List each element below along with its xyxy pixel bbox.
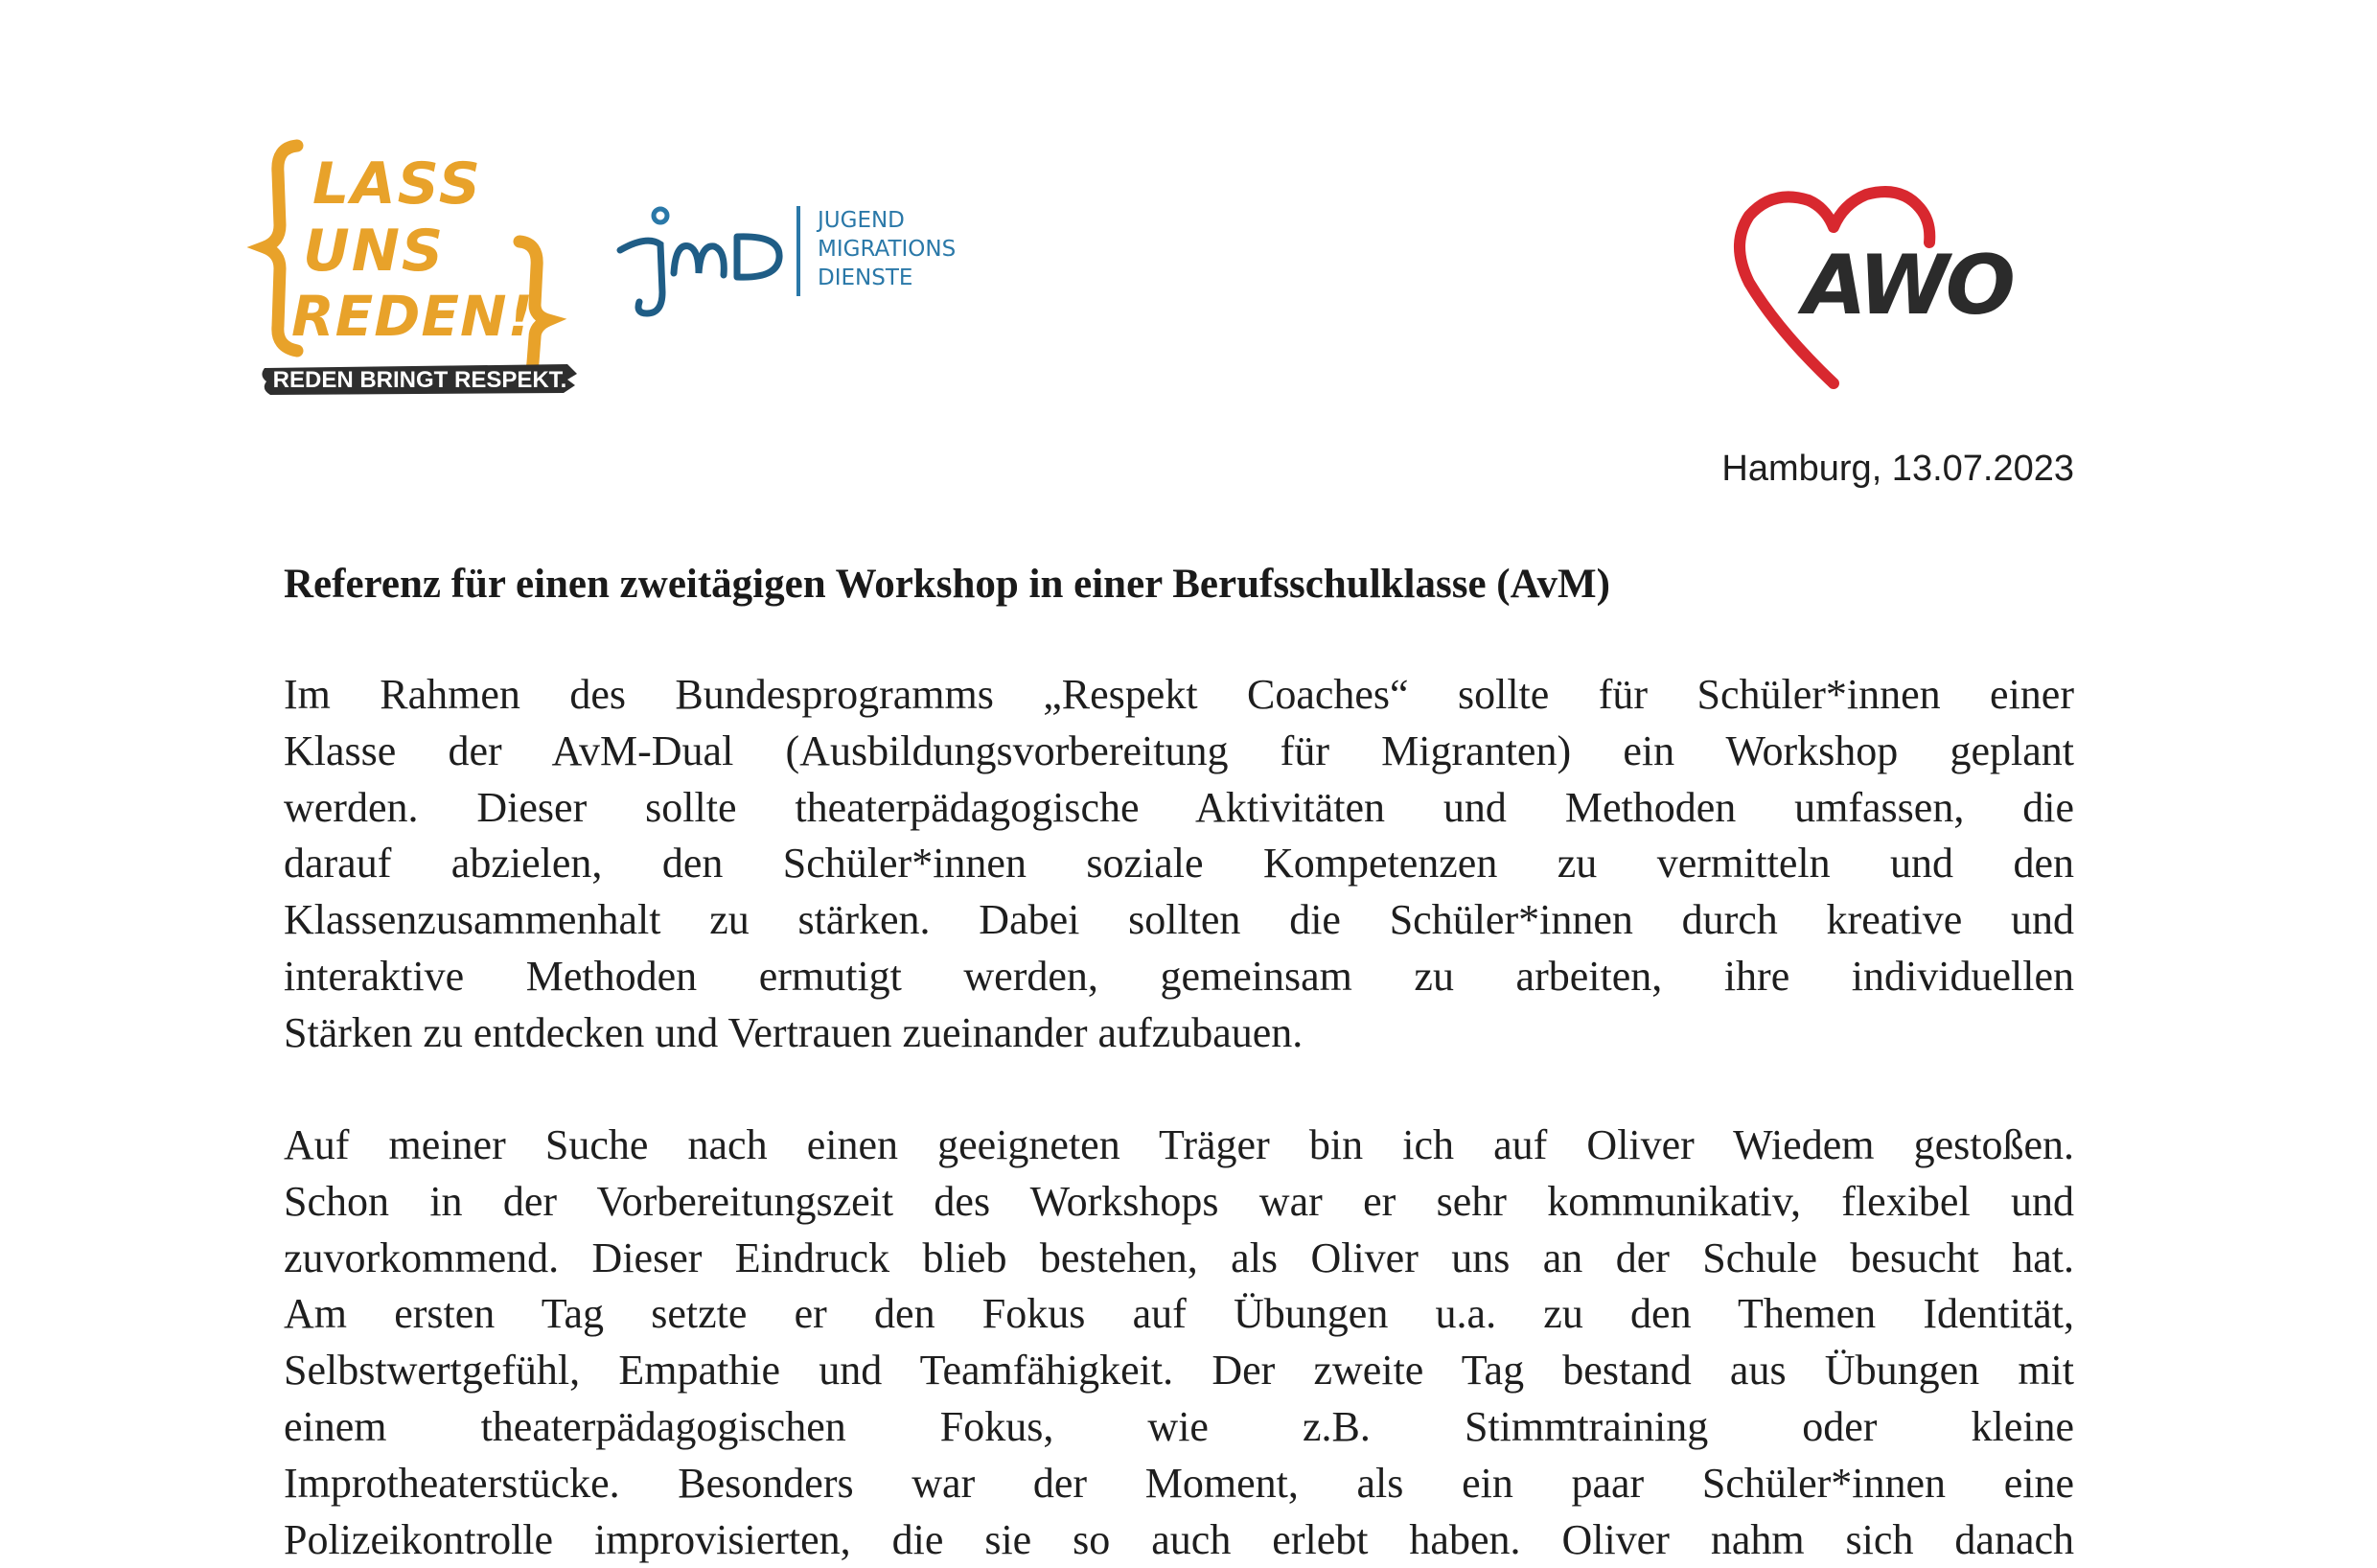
- paragraph-line: Klassenzusammenhalt zu stärken. Dabei sollten die Schüler*innen durch kreative und: [284, 896, 2074, 944]
- jmd-line-3: DIENSTE: [818, 265, 913, 290]
- document-date: Hamburg, 13.07.2023: [1721, 449, 2074, 489]
- paragraph-line: Stärken zu entdecken und Vertrauen zueinander aufzubauen.: [284, 1008, 1304, 1056]
- paragraph-line: zuvorkommend. Dieser Eindruck blieb bestehen, als Oliver uns an der Schule besucht hat.: [284, 1234, 2074, 1281]
- svg-text:LASS: LASS: [312, 150, 482, 218]
- paragraph-line: Klasse der AvM-Dual (Ausbildungsvorbereitung für Migranten) ein Workshop geplant: [284, 726, 2074, 774]
- jmd-line-1: JUGEND: [818, 208, 905, 233]
- paragraph-line: Auf meiner Suche nach einen geeigneten Träger bin ich auf Oliver Wiedem gestoßen.: [284, 1121, 2074, 1168]
- paragraph-line: darauf abzielen, den Schüler*innen soziale Kompetenzen zu vermitteln und den: [284, 840, 2074, 888]
- paragraph-line: werden. Dieser sollte theaterpädagogische Aktivitäten und Methoden umfassen, die: [284, 783, 2074, 831]
- jmd-logo: [618, 196, 982, 326]
- jmd-logo-text: [818, 206, 985, 292]
- awo-logo: [1730, 187, 2012, 393]
- paragraph-line: Selbstwertgefühl, Empathie und Teamfähigkeit. Der zweite Tag bestand aus Übungen mit: [284, 1347, 2074, 1395]
- paragraph-line: Am ersten Tag setzte er den Fokus auf Übungen u.a. zu den Themen Identität,: [284, 1290, 2074, 1338]
- paragraph-line: Schon in der Vorbereitungszeit des Workshops war er sehr kommunikativ, flexibel und: [284, 1177, 2074, 1225]
- paragraph-1: [284, 667, 2074, 1062]
- lass-uns-reden-tagline: REDEN BRINGT RESPEKT.: [272, 367, 567, 393]
- svg-text:UNS: UNS: [303, 218, 446, 285]
- svg-text:AWO: AWO: [1803, 238, 2012, 334]
- paragraph-2: [284, 1118, 2074, 1568]
- svg-text:REDEN!: REDEN!: [291, 284, 535, 349]
- jmd-line-2: MIGRATIONS: [818, 237, 957, 262]
- paragraph-line: Im Rahmen des Bundesprogramms „Respekt Coaches“ sollte für Schüler*innen einer: [284, 671, 2074, 718]
- paragraph-line: Polizeikontrolle improvisierten, die sie so auch erlebt haben. Oliver nahm sich danach: [284, 1515, 2074, 1563]
- paragraph-line: einem theaterpädagogischen Fokus, wie z.B. Stimmtraining oder kleine: [284, 1402, 2074, 1450]
- paragraph-line: interaktive Methoden ermutigt werden, gemeinsam zu arbeiten, ihre individuellen: [284, 952, 2074, 1000]
- lass-uns-reden-logo: [259, 134, 580, 407]
- paragraph-line: Improtheaterstücke. Besonders war der Moment, als ein paar Schüler*innen eine: [284, 1459, 2074, 1507]
- document-subject: Referenz für einen zweitägigen Workshop in einer Berufsschulklasse (AvM): [284, 562, 1610, 607]
